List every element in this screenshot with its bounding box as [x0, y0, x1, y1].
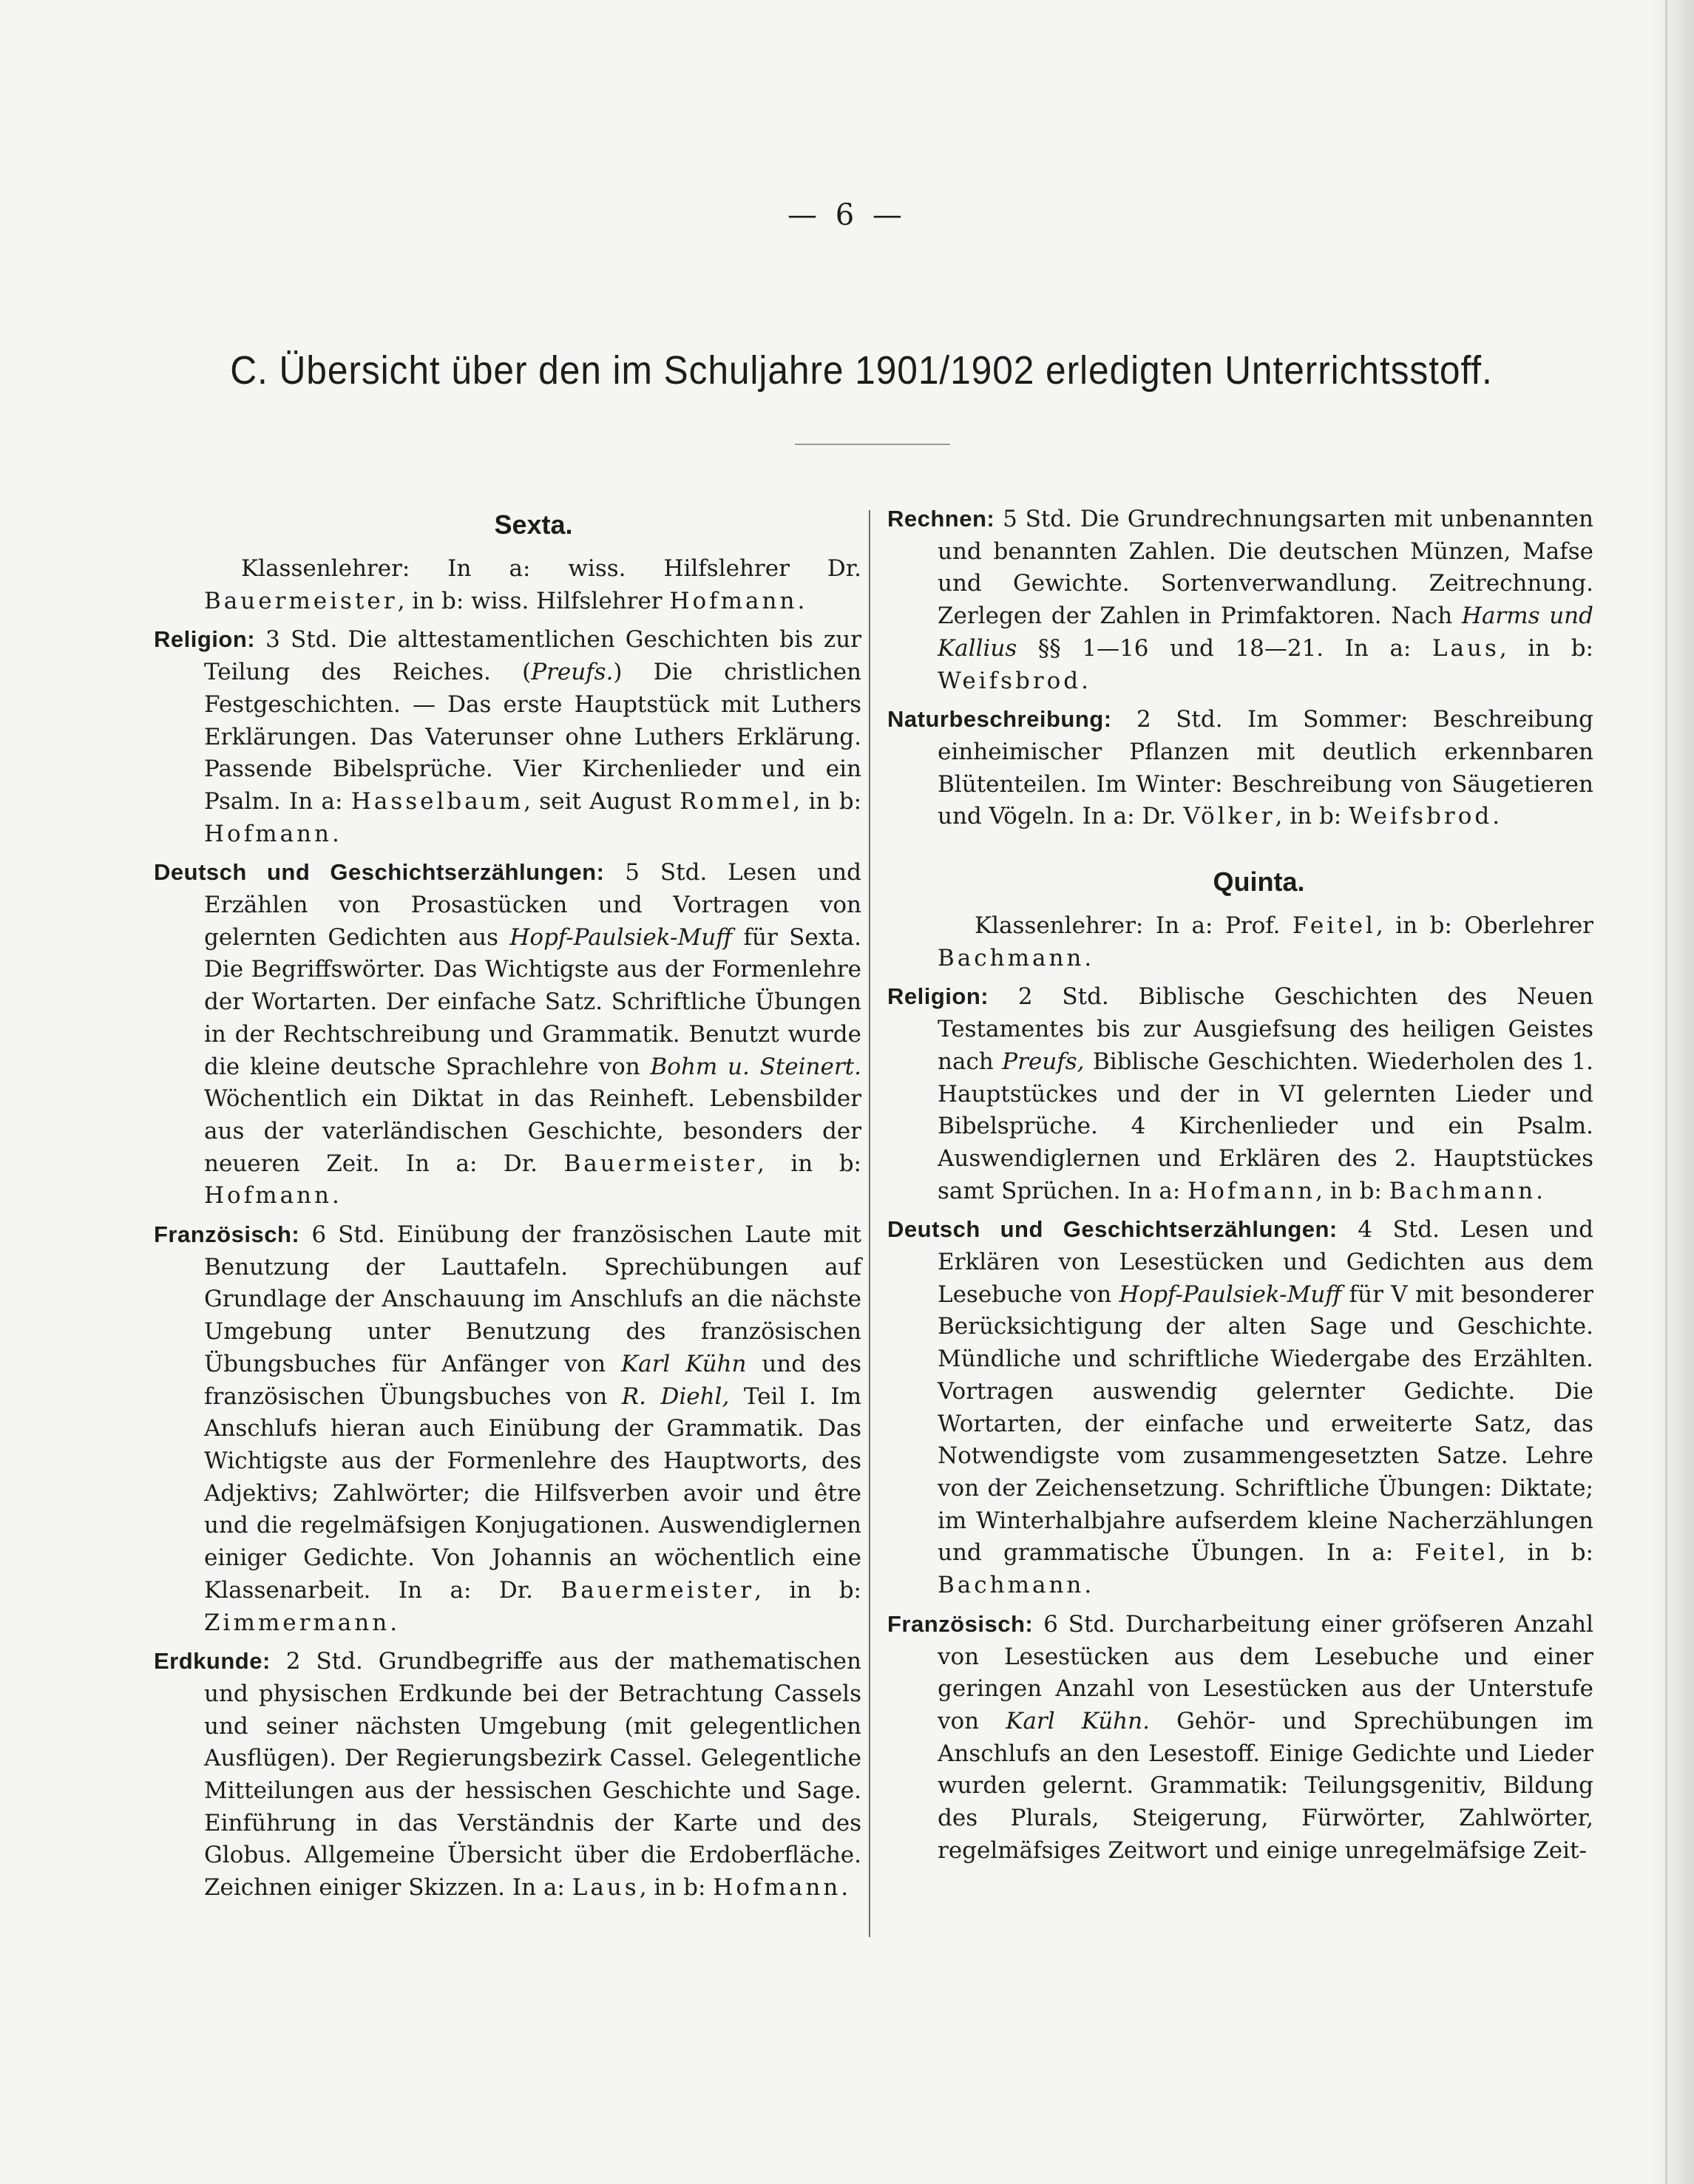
subject-label: Naturbeschreibung:	[887, 706, 1112, 733]
right-column	[887, 503, 1593, 1873]
quinta-klassenlehrer: Klassenlehrer: In a: Prof. Feitel, in b: Oberlehrer Bachmann.	[938, 912, 1593, 971]
page-edge-shadow	[1650, 0, 1694, 2184]
sexta-religion: Religion: 3 Std. Die alttestamentlichen Geschichten bis zur Teilung des Reiches. (Preufs.) Die christlichen Festgeschichten. — Das erste Hauptstück mit Luthers Erklärungen. Das Vaterunser ohne Luthers Erklärung. Passende Bibelsprüche. Vier Kirchenlieder und ein Psalm. In a: Hasselbaum, seit August Rommel, in b: Hofmann.	[154, 626, 862, 847]
page-edge-line	[1665, 0, 1667, 2184]
subject-label: Französisch:	[154, 1221, 300, 1248]
column-divider	[869, 510, 870, 1937]
subject-label: Französisch:	[887, 1610, 1034, 1637]
sexta-heading: Sexta.	[494, 509, 573, 540]
subject-label: Religion:	[154, 626, 256, 653]
subject-label: Deutsch und Geschichtserzählungen:	[887, 1216, 1338, 1243]
sexta-rechnen: Rechnen: 5 Std. Die Grundrechnungsarten mit unbenannten und benannten Zahlen. Die deutschen Münzen, Mafse und Gewichte. Sortenverwandlung. Zeitrechnung. Zerlegen der Zahlen in Primfaktoren. Nach Harms und Kallius §§ 1—16 und 18—21. In a: Laus, in b: Weifsbrod.	[887, 506, 1593, 694]
sexta-naturbeschreibung: Naturbeschreibung: 2 Std. Im Sommer: Beschreibung einheimischer Pflanzen mit deutlich erkennbaren Blütenteilen. Im Winter: Beschreibung von Säugetieren und Vögeln. In a: Dr. Völker, in b: Weifsbrod.	[887, 706, 1593, 830]
sexta-erdkunde: Erdkunde: 2 Std. Grundbegriffe aus der mathematischen und physischen Erdkunde bei der Betrachtung Cassels und seiner nächsten Umgebung (mit gelegentlichen Ausflügen). Der Regierungsbezirk Cassel. Gelegentliche Mitteilungen aus der hessischen Geschichte und Sage. Einführung in das Verständnis der Karte und des Globus. Allgemeine Übersicht über die Erdoberfläche. Zeichnen einiger Skizzen. In a: Laus, in b: Hofmann.	[154, 1648, 861, 1902]
sexta-klassenlehrer: Klassenlehrer: In a: wiss. Hilfslehrer Dr. Bauermeister, in b: wiss. Hilfslehrer Hofmann.	[204, 555, 861, 614]
sexta-deutsch: Deutsch und Geschichtserzählungen: 5 Std. Lesen und Erzählen von Prosastücken und Vortragen von gelernten Gedichten aus Hopf-Paulsiek-Muff für Sexta. Die Begriffswörter. Das Wichtigste aus der Formenlehre der Wortarten. Der einfache Satz. Schriftliche Übungen in der Rechtschreibung und Grammatik. Benutzt wurde die kleine deutsche Sprachlehre von Bohm u. Steinert. Wöchentlich ein Diktat in das Reinheft. Lebensbilder aus der vaterländischen Geschichte, besonders der neueren Zeit. In a: Dr. Bauermeister, in b: Hofmann.	[154, 859, 861, 1210]
subject-label: Religion:	[887, 983, 989, 1010]
page-title: C. Übersicht über den im Schuljahre 1901/1902 erledigten Unterrichtsstoff.	[230, 348, 1493, 393]
left-column	[154, 503, 861, 1910]
subject-label: Rechnen:	[887, 506, 995, 532]
sexta-franzoesisch: Französisch: 6 Std. Einübung der französischen Laute mit Benutzung der Lauttafeln. Sprechübungen auf Grundlage der Anschauung im Anschlufs an die nächste Umgebung unter Benutzung des französischen Übungsbuches für Anfänger von Karl Kühn und des französischen Übungsbuches von R. Diehl, Teil I. Im Anschlufs hieran auch Einübung der Grammatik. Das Wichtigste aus der Formenlehre des Hauptworts, des Adjektivs; Zahlwörter; die Hilfsverben avoir und être und die regelmäfsigen Konjugationen. Auswendiglernen einiger Gedichte. Von Johannis an wöchentlich eine Klassenarbeit. In a: Dr. Bauermeister, in b: Zimmermann.	[154, 1221, 862, 1636]
quinta-heading: Quinta.	[1213, 867, 1305, 898]
quinta-deutsch: Deutsch und Geschichtserzählungen: 4 Std. Lesen und Erklären von Lesestücken und Gedichten aus dem Lesebuche von Hopf-Paulsiek-Muff für V mit besonderer Berücksichtigung der alten Sage und Geschichte. Mündliche und schriftliche Wiedergabe des Erzählten. Vortragen auswendig gelernter Gedichte. Die Wortarten, der einfache und erweiterte Satz, das Notwendigste vom zusammengesetzten Satze. Lehre von der Zeichensetzung. Schriftliche Übungen: Diktate; im Winterhalbjahre aufserdem kleine Nacherzählungen und grammatische Übungen. In a: Feitel, in b: Bachmann.	[887, 1216, 1593, 1599]
quinta-religion: Religion: 2 Std. Biblische Geschichten des Neuen Testamentes bis zur Ausgiefsung des heiligen Geistes nach Preufs, Biblische Geschichten. Wiederholen des 1. Hauptstückes und der in VI gelernten Lieder und Bibelsprüche. 4 Kirchenlieder und ein Psalm. Auswendiglernen und Erklären des 2. Hauptstückes samt Sprüchen. In a: Hofmann, in b: Bachmann.	[887, 983, 1593, 1204]
page-number: — 6 —	[787, 198, 907, 232]
subject-label: Deutsch und Geschichtserzählungen:	[154, 859, 605, 886]
title-divider	[795, 444, 950, 445]
quinta-franzoesisch: Französisch: 6 Std. Durcharbeitung einer gröfseren Anzahl von Lesestücken aus dem Lesebuche und einer geringen Anzahl von Lesestücken aus der Unterstufe von Karl Kühn. Gehör- und Sprechübungen im Anschlufs an den Lesestoff. Einige Gedichte und Lieder wurden gelernt. Grammatik: Teilungsgenitiv, Bildung des Plurals, Steigerung, Fürwörter, Zahlwörter, regelmäfsiges Zeitwort und einige unregelmäfsige Zeit-	[887, 1610, 1593, 1864]
subject-label: Erdkunde:	[154, 1648, 271, 1675]
